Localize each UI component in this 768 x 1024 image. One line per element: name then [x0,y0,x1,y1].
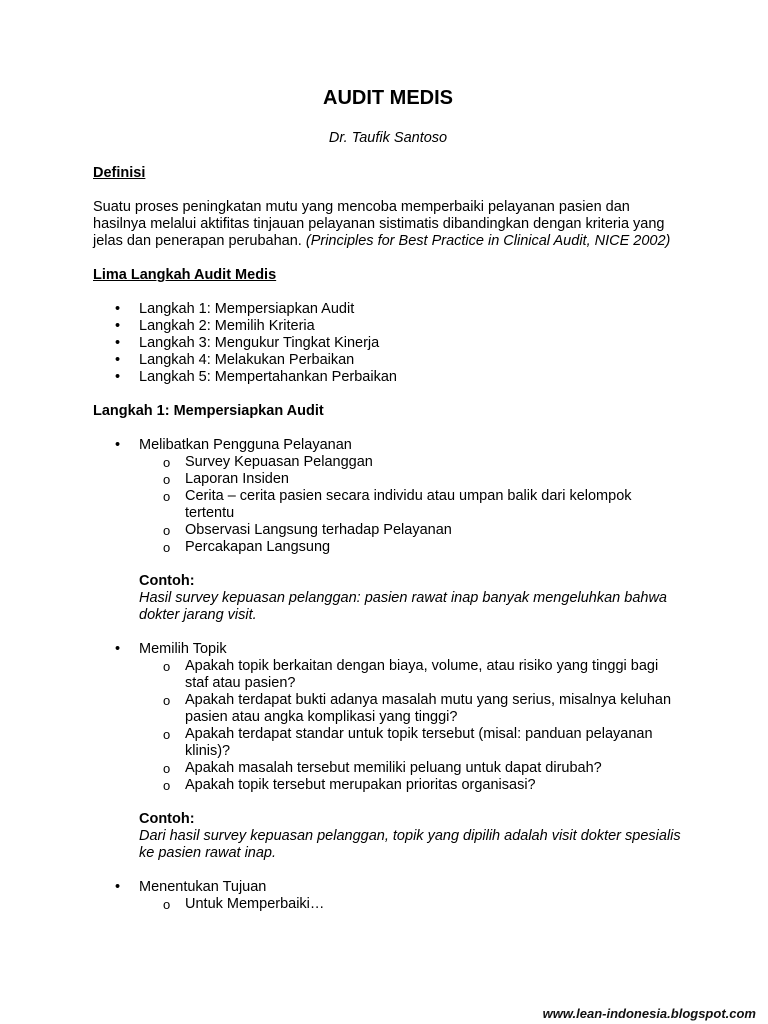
sub-list-item: o Apakah terdapat standar untuk topik tersebut (misal: panduan pelayanan klinis)? [185,726,683,760]
contoh-label: Contoh: [139,573,195,589]
section-label: Melibatkan Pengguna Pelayanan [139,437,352,453]
author: Dr. Taufik Santoso [328,130,448,146]
definisi-text: Suatu proses peningkatan mutu yang mencoba memperbaiki pelayanan pasien dan hasilnya melalui aktifitas tinjauan pelayanan sistimatis dibandingkan dengan kriteria yang jelas dan penerapan perubahan. [93,199,665,249]
sublist [139,454,683,556]
heading-langkah1: Langkah 1: Mempersiapkan Audit [93,403,324,419]
list-item [139,879,683,913]
heading-definisi: Definisi [93,165,146,181]
sub-list-item: o Apakah topik berkaitan dengan biaya, volume, atau risiko yang tinggi bagi staf atau pasien? [185,658,683,692]
document-title: AUDIT MEDIS [323,87,453,109]
langkah1-list [93,879,683,913]
definisi-citation: (Principles for Best Practice in Clinical Audit, NICE 2002) [305,233,671,249]
sub-list-item: o Observasi Langsung terhadap Pelayanan [185,522,683,539]
sub-list-item: o Laporan Insiden [185,471,683,488]
sublist [139,658,683,794]
list-item: • Langkah 3: Mengukur Tingkat Kinerja [139,335,683,352]
section-label: Memilih Topik [139,641,227,657]
sub-list-item: o Percakapan Langsung [185,539,683,556]
contoh-block [139,573,683,624]
langkah1-list [93,437,683,556]
contoh-text: Hasil survey kepuasan pelanggan: pasien rawat inap banyak mengeluhkan bahwa dokter jarang visit. [139,590,667,623]
footer-url: www.lean-indonesia.blogspot.com [542,1006,756,1021]
lima-langkah-list [93,301,683,386]
contoh-block [139,811,683,862]
langkah1-list [93,641,683,794]
section-label: Menentukan Tujuan [139,879,267,895]
list-item: • Langkah 2: Memilih Kriteria [139,318,683,335]
list-item: • Langkah 4: Melakukan Perbaikan [139,352,683,369]
sub-list-item: o Apakah terdapat bukti adanya masalah mutu yang serius, misalnya keluhan pasien atau angka komplikasi yang tinggi? [185,692,683,726]
sub-list-item: o Apakah masalah tersebut memiliki peluang untuk dapat dirubah? [185,760,683,777]
sub-list-item: o Survey Kepuasan Pelanggan [185,454,683,471]
contoh-label: Contoh: [139,811,195,827]
definisi-paragraph [93,199,683,250]
list-item [139,641,683,794]
sub-list-item: o Cerita – cerita pasien secara individu atau umpan balik dari kelompok tertentu [185,488,683,522]
document-page [93,86,683,913]
sublist [139,896,683,913]
list-item: • Langkah 1: Mempersiapkan Audit [139,301,683,318]
sub-list-item: o Untuk Memperbaiki… [185,896,683,913]
contoh-text: Dari hasil survey kepuasan pelanggan, topik yang dipilih adalah visit dokter spesialis ke pasien rawat inap. [139,828,681,861]
sub-list-item: o Apakah topik tersebut merupakan prioritas organisasi? [185,777,683,794]
list-item: • Langkah 5: Mempertahankan Perbaikan [139,369,683,386]
heading-lima-langkah: Lima Langkah Audit Medis [93,267,277,283]
list-item [139,437,683,556]
